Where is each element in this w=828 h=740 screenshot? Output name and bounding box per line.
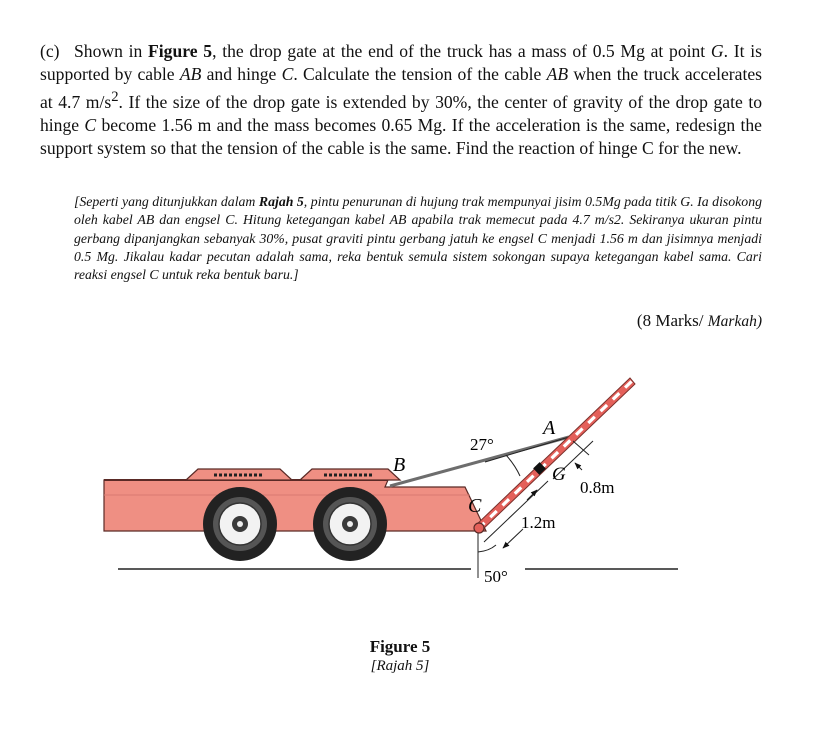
angle-27-label: 27°: [470, 435, 494, 454]
question-body: Shown in Figure 5, the drop gate at the end of the truck has a mass of 0.5 Mg at point G. It is supported by cable AB and hinge C. Calculate the tension of the cable AB when the truck accelerates at 4.7 $m/s^2$. If the size of the drop gate is extended by 30%, the center of gravity of the drop gate to hinge C become 1.56 m and the mass becomes 0.65 Mg. If the acceleration is the same, redesign the support system so that the tension of the cable is the same. Find the reaction of hinge C for the new.: [40, 41, 762, 158]
rear-wheel-right: [313, 487, 387, 561]
figure-reference: Figure 5: [148, 41, 213, 61]
rear-wheel-left: [203, 487, 277, 561]
angle-50-arc: [478, 545, 496, 552]
hinge-c: [474, 523, 484, 533]
label-b: B: [393, 454, 406, 476]
figure-caption: [330, 636, 470, 676]
angle-50-label: 50°: [484, 567, 508, 586]
truck-body: [104, 469, 486, 531]
question-label: (c): [40, 41, 60, 61]
malay-translation: [Seperti yang ditunjukkan dalam Rajah 5, pintu penurunan di hujung trak mempunyai jisim 0.5Mg pada titik G. Ia disokong oleh kabel AB dan engsel C. Hitung ketegangan kabel AB apabila trak memecut pada 4.7 m/s2. Sekiranya ukuran pintu gerbang dipanjangkan sebanyak 30%, pusat graviti pintu gerbang jatuh ke engsel C menjadi 1.56 m dan jisimnya menjadi 0.5 Mg. Jikalau kadar pecutan adalah sama, reka bentuk semula sistem sokongan supaya ketegangan kabel sama. Cari reaksi engsel C untuk reka bentuk baru.]: [74, 194, 762, 283]
label-a: A: [543, 417, 556, 439]
figure-caption-malay: [Rajah 5]: [370, 658, 430, 674]
figure-caption-english: Figure 5: [369, 637, 431, 656]
angle-27-arc: [506, 455, 520, 476]
label-c: C: [468, 495, 482, 517]
dimension-0-8m-label: 0.8m: [580, 478, 615, 497]
dimension-1-2m-label: 1.2m: [521, 513, 556, 532]
label-g: G: [552, 464, 566, 485]
translation-figure-reference: Rajah 5: [258, 194, 304, 209]
marks-allocation: (8 Marks/ Markah): [636, 311, 762, 330]
